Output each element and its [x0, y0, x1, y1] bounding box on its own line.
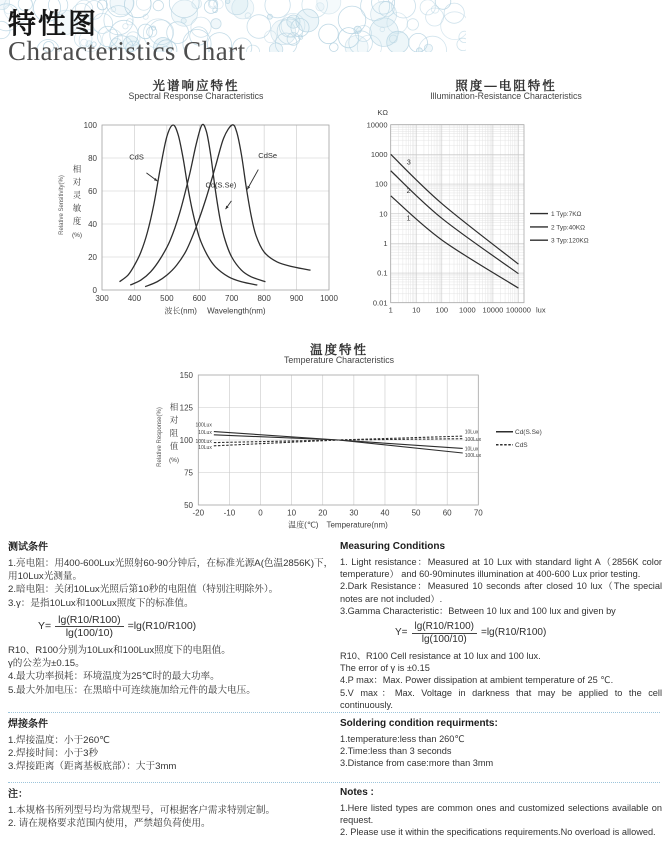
text-line: 2.Dark Resistance：Measured 10 seconds after closed 10 lux（The special notes are not included）.	[340, 581, 662, 604]
svg-text:40: 40	[88, 219, 97, 229]
temp-line-CdS-100Lux	[214, 439, 463, 443]
svg-text:10Lux: 10Lux	[198, 444, 212, 451]
formula-lhs: Y=	[38, 620, 52, 633]
svg-text:度: 度	[72, 216, 82, 226]
svg-text:80: 80	[88, 153, 97, 163]
soldering-conditions-en-title: Soldering condition requirments:	[340, 718, 498, 729]
svg-text:CdSe: CdSe	[258, 151, 278, 160]
svg-text:600: 600	[192, 294, 206, 303]
svg-text:100: 100	[83, 120, 97, 130]
svg-text:10Lux: 10Lux	[464, 429, 479, 436]
temperature-chart-canvas	[110, 340, 610, 532]
svg-text:100Lux: 100Lux	[195, 422, 212, 429]
text-line: 1.本规格书所列型号均为常规型号，可根据客户需求特别定制。	[8, 805, 276, 816]
notes-cn-title: 注：	[8, 789, 28, 800]
svg-text:20: 20	[318, 508, 328, 518]
measuring-conditions-cn-title: 测试条件	[8, 542, 48, 553]
text-line: 3.Distance from case:more than 3mm	[340, 758, 494, 769]
svg-text:对: 对	[169, 415, 179, 425]
soldering-conditions-cn-title: 焊接条件	[8, 719, 48, 730]
formula-numerator: lg(R10/R100)	[55, 614, 123, 628]
svg-text:10: 10	[412, 305, 421, 315]
text-line: 1.temperature:less than 260℃	[340, 734, 465, 744]
temp-legend	[496, 429, 542, 449]
svg-text:60: 60	[442, 508, 452, 518]
svg-text:lux: lux	[536, 305, 546, 315]
svg-text:1000: 1000	[370, 149, 388, 159]
page-title-en: Characteristics Chart	[8, 36, 246, 66]
svg-text:敏: 敏	[72, 203, 82, 213]
svg-text:75: 75	[184, 468, 193, 478]
svg-text:相: 相	[169, 402, 179, 412]
svg-text:400: 400	[127, 294, 142, 303]
svg-text:300: 300	[95, 294, 109, 303]
text-line: 1.焊接温度：小于260℃	[8, 735, 110, 746]
svg-text:阻: 阻	[169, 428, 179, 438]
temperature-chart	[110, 340, 610, 532]
svg-text:100: 100	[179, 435, 193, 445]
illum-line-3	[391, 154, 519, 264]
text-line: 3.γ：是指10Lux和100Lux照度下的标准值。	[8, 597, 194, 609]
illum-legend	[530, 211, 589, 245]
text-line: 2. 请在规格要求范围内使用，严禁超负荷使用。	[8, 818, 211, 830]
measuring-conditions-en	[340, 540, 662, 711]
svg-text:2 Typ:40KΩ: 2 Typ:40KΩ	[551, 224, 586, 232]
soldering-conditions-en	[340, 717, 662, 770]
notes-cn	[8, 788, 334, 830]
svg-text:3 Typ:120KΩ: 3 Typ:120KΩ	[551, 237, 589, 245]
svg-text:10000: 10000	[366, 120, 388, 130]
svg-text:125: 125	[179, 403, 193, 413]
formula-denominator: lg(100/10)	[421, 634, 467, 646]
text-line: γ的公差为±0.15。	[8, 658, 85, 670]
svg-text:900: 900	[289, 294, 304, 303]
formula-denominator: lg(100/10)	[65, 627, 113, 640]
svg-text:(%): (%)	[168, 457, 180, 464]
svg-text:100000: 100000	[505, 305, 531, 315]
svg-text:Cd(S.Se): Cd(S.Se)	[515, 429, 542, 436]
svg-text:0.01: 0.01	[372, 298, 388, 308]
text-line: 2.暗电阻：关闭10Lux光照后第10秒的电阻值（特别注明除外）。	[8, 584, 279, 596]
svg-text:10: 10	[379, 209, 388, 219]
text-line: 2.焊接时间：小于3秒	[8, 748, 99, 760]
svg-text:相: 相	[72, 164, 82, 174]
svg-text:0.1: 0.1	[377, 268, 388, 278]
svg-text:100Lux: 100Lux	[195, 439, 212, 446]
svg-text:温度(℃) Temperature(nm): 温度(℃) Temperature(nm)	[288, 520, 388, 530]
svg-text:40: 40	[380, 508, 390, 518]
svg-text:100: 100	[374, 179, 388, 189]
text-line: 1.亮电阻：用400-600Lux光照射60-90分钟后，在标准光源A(色温2856K)下，用10Lux光测量。	[8, 558, 334, 583]
section-divider	[8, 782, 660, 783]
svg-text:灵: 灵	[72, 190, 82, 200]
svg-text:20: 20	[88, 252, 97, 262]
text-line: 3.Gamma Characteristic：Between 10 lux and 100 lux and given by	[340, 605, 616, 616]
svg-text:(%): (%)	[71, 232, 83, 239]
svg-text:100Lux: 100Lux	[464, 437, 482, 444]
spectral-grid	[102, 125, 329, 290]
soldering-conditions-cn	[8, 718, 334, 774]
svg-text:0: 0	[258, 508, 263, 518]
text-line: 1. Light resistance：Measured at 10 Lux with standard light A（2856K color temperature） and 60-90minutes illumination at 400-600 Lux prior testing.	[340, 557, 662, 580]
text-line: 4.P max：Max. Power dissipation at ambient temperature of 25 ℃.	[340, 675, 614, 686]
svg-text:150: 150	[179, 370, 193, 380]
svg-text:100: 100	[435, 305, 449, 315]
temp-line-CdS-10Lux	[214, 436, 463, 446]
svg-text:Relative Response(%): Relative Response(%)	[157, 407, 163, 467]
text-line: The error of γ is ±0.15	[340, 663, 430, 674]
svg-text:KΩ: KΩ	[377, 108, 388, 117]
formula-fraction	[55, 614, 123, 640]
gamma-formula-en	[395, 621, 662, 646]
svg-text:50: 50	[411, 508, 421, 518]
text-line: 3.焊接距离（距离基板底部）：大于3mm	[8, 761, 177, 773]
illumination-chart-title-cn: 照度—电阻特性	[455, 79, 557, 93]
svg-text:10Lux: 10Lux	[464, 446, 479, 453]
measuring-conditions-en-title: Measuring Conditions	[340, 541, 445, 552]
spectral-curve-Cd(S.Se)	[130, 124, 265, 285]
formula-rhs: =lg(R10/R100)	[481, 627, 547, 639]
formula-rhs: =lg(R10/R100)	[127, 620, 197, 633]
gamma-formula-cn	[38, 614, 334, 640]
svg-text:700: 700	[225, 294, 239, 303]
svg-text:-20: -20	[192, 508, 205, 518]
text-line: 4.最大功率损耗：环境温度为25℃时的最大功率。	[8, 671, 220, 683]
illumination-resistance-chart	[345, 76, 667, 322]
svg-text:1: 1	[388, 305, 393, 315]
svg-text:800: 800	[257, 294, 271, 303]
formula-numerator: lg(R10/R100)	[412, 621, 477, 634]
svg-text:Relative Sensitivity(%): Relative Sensitivity(%)	[59, 175, 65, 235]
formula-fraction	[412, 621, 477, 646]
svg-text:60: 60	[88, 186, 97, 196]
spectral-response-chart	[50, 76, 342, 322]
svg-text:30: 30	[349, 508, 359, 518]
svg-text:Cd(S.Se): Cd(S.Se)	[205, 180, 237, 190]
svg-text:CdS: CdS	[129, 152, 144, 162]
illum-axes	[367, 108, 546, 315]
temperature-chart-title-en: Temperature Characteristics	[284, 355, 394, 365]
notes-en-title: Notes :	[340, 787, 374, 798]
page-title-cn: 特性图	[8, 8, 99, 39]
temperature-chart-title-cn: 温度特性	[309, 343, 368, 357]
section-divider	[8, 712, 660, 713]
text-line: R10、R100分别为10Lux和100Lux照度下的电阻值。	[8, 645, 231, 656]
spectral-chart-title-en: Spectral Response Characteristics	[128, 91, 264, 101]
svg-text:-10: -10	[223, 508, 236, 518]
text-line: R10、R100 Cell resistance at 10 lux and 100 lux.	[340, 651, 541, 662]
spectral-curve-CdS	[120, 125, 258, 285]
formula-lhs: Y=	[395, 627, 408, 639]
svg-text:500: 500	[160, 294, 174, 303]
svg-text:1: 1	[383, 238, 388, 248]
svg-text:3: 3	[406, 159, 411, 167]
measuring-conditions-cn	[8, 541, 334, 697]
svg-text:1000: 1000	[320, 294, 338, 303]
svg-text:10000: 10000	[482, 305, 504, 315]
spectral-chart-canvas	[50, 76, 342, 322]
svg-text:10: 10	[287, 508, 297, 518]
svg-text:波长(nm) Wavelength(nm): 波长(nm) Wavelength(nm)	[164, 306, 266, 316]
svg-text:CdS: CdS	[515, 442, 528, 449]
svg-text:1: 1	[406, 215, 411, 223]
text-line: 2. Please use it within the specifications requirements.No overload is allowed.	[340, 827, 656, 838]
svg-text:50: 50	[184, 500, 193, 510]
svg-text:100Lux: 100Lux	[464, 453, 482, 459]
notes-en	[340, 786, 662, 839]
svg-text:对: 对	[72, 177, 82, 187]
spectral-annotations	[129, 151, 277, 209]
svg-text:值: 值	[169, 441, 179, 451]
illumination-chart-canvas	[345, 76, 667, 322]
spectral-chart-title-cn: 光谱响应特性	[152, 79, 240, 93]
svg-text:10Lux: 10Lux	[198, 429, 212, 436]
svg-text:1 Typ:7KΩ: 1 Typ:7KΩ	[551, 211, 582, 218]
svg-text:0: 0	[92, 285, 97, 295]
svg-text:70: 70	[473, 508, 483, 518]
text-line: 5.最大外加电压：在黑暗中可连续施加给元件的最大电压。	[8, 684, 256, 696]
illumination-chart-title-en: Illumination-Resistance Characteristics	[430, 91, 582, 101]
text-line: 5.V max：Max. Voltage in darkness that may be applied to the cell continuously.	[340, 687, 662, 710]
svg-text:2: 2	[406, 188, 411, 196]
svg-text:1000: 1000	[459, 305, 476, 315]
text-line: 1.Here listed types are common ones and customized selections available on request.	[340, 803, 662, 826]
text-line: 2.Time:less than 3 seconds	[340, 746, 452, 757]
